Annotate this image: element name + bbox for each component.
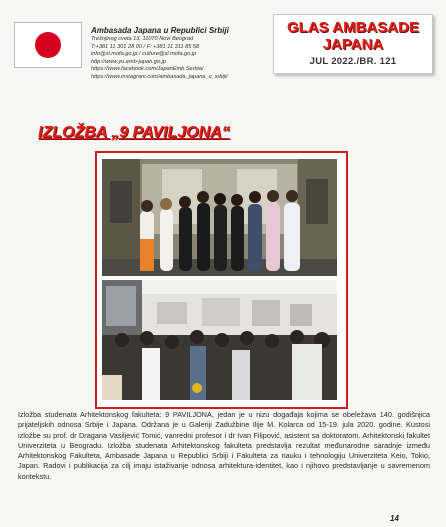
newsletter-badge [273,14,433,74]
embassy-name: Ambasada Japana u Republici Srbiji [91,26,229,35]
gallery-photo-illustration [102,280,337,400]
contact-facebook[interactable]: https://www.facebook.com/JapanEmb.Serbia/ [91,66,204,73]
page-number: 14 [390,514,399,523]
article-title: IZLOŽBA „9 PAVILJONA“ [38,124,230,141]
group-photo-illustration [102,159,337,276]
newsletter-title-line1: GLAS AMBASADE [287,19,419,36]
article-body: Izložba studenata Arhitektonskog fakulteta: 9 PAVILJONA, jedan je u nizu događaja kojima se obeležava 140. godišnjica prijateljskih odnosa Srbije i Japana. Održana je u Galeriji Zadužbine Ilije M. Kolarca od 15-19. jula 2020. godine. Kustosi izložbe su prof. dr Dragana Vasiljević Tomić, vanredni profesor i dr Ivan Filipović, asistent sa doktoratom. Arhitektonski fakultet Univerziteta u Beogradu. Izložba studenata Arhitektonskog fakulteta predstavlja rezultat međunarodne saradnje između Arhitektonskog Fakulteta, Ambasade Japana u Republici Srbiji i Fakulteta za nauku i tehnologiju Univerziteta Keio, Tokio, Japan. Radovi i publikacija za cilj imaju istaživanje odnosa arhitektura-identitet, kao i njihovo predstavljanje u savremenom kontekstu. [18,410,430,481]
newsletter-title [274,19,432,53]
contact-website[interactable]: http://www.yu.emb-japan.go.jp [91,58,166,65]
newsletter-title-line2: JAPANA [322,36,384,53]
group-photo [102,159,337,276]
issue-number: JUL 2022./BR. 121 [309,56,397,67]
contact-phone: T:+381 11 301 28 00 / F: +381 11 311 85 58 [91,43,200,50]
embassy-contact-block [91,26,281,82]
flag-disc [35,32,61,58]
photo-frame [95,151,348,409]
contact-instagram[interactable]: https://www.instagram.com/ambasada_japana_u_srbiji/ [91,73,228,80]
contact-address: Trešnjinog cveta 13, 11070 Novi Beograd [91,36,194,42]
gallery-crowd-photo [102,280,337,400]
contact-email[interactable]: info@sl.mofa.go.jp / culture@sl.mofa.go.jp [91,51,197,58]
japan-flag-icon [14,22,82,68]
